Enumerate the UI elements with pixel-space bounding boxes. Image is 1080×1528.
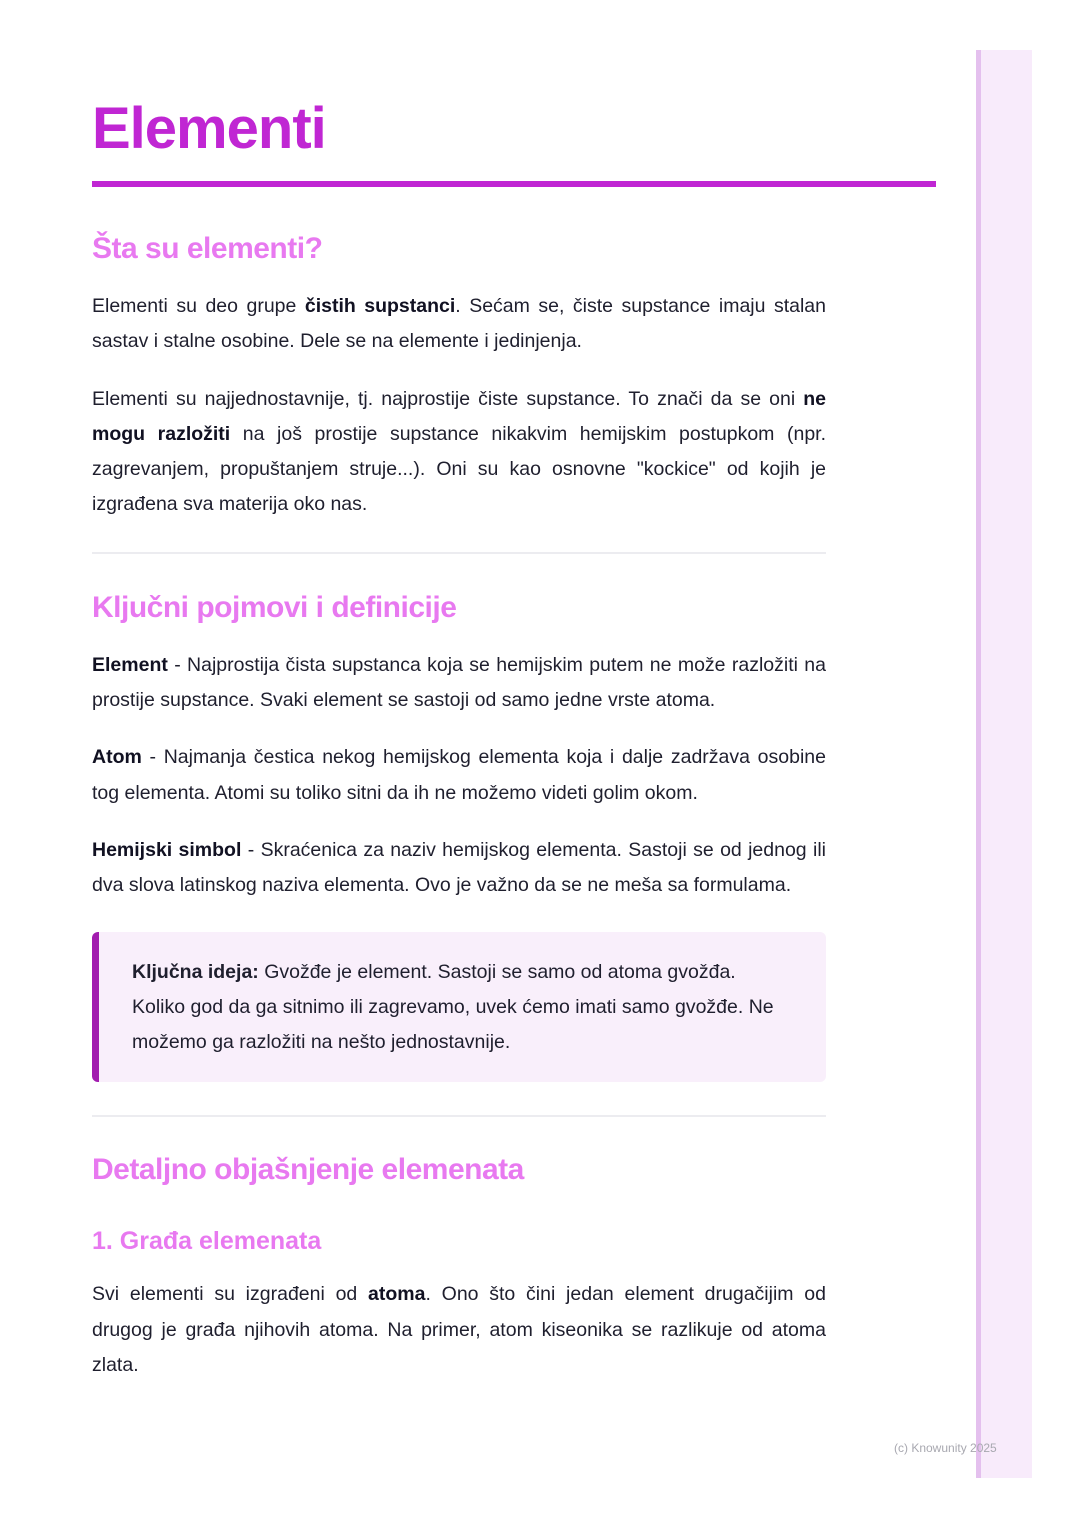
key-idea-callout: [92, 932, 826, 1083]
paragraph-definition: Elementi su najjednostavnije, tj. najprostije čiste supstance. To znači da se oni ne mogu razložiti na još prostije supstance nikakvim hemijskim postupkom (npr. zagrevanjem, propuštanjem struje...). Oni su kao osnovne "kockice" od kojih je izgrađena sva materija oko nas.: [92, 387, 826, 516]
paragraph-structure: Svi elementi su izgrađeni od atoma. Ono što čini jedan element drugačijim od drugog je građa njihovih atoma. Na primer, atom kiseonika se razlikuje od atoma zlata.: [92, 1283, 826, 1377]
bold-term: ne mogu razložiti: [92, 387, 826, 445]
section-heading: Šta su elementi?: [92, 232, 323, 265]
definition-term: Element: [92, 653, 168, 676]
definition-term: Hemijski simbol: [92, 838, 242, 861]
document-content: [92, 226, 826, 1383]
page-title: Elementi: [92, 96, 326, 161]
callout-text: Ključna ideja: Gvožđe je element. Sastoji se samo od atoma gvožđa. Koliko god da ga sitnimo ili zagrevamo, uvek ćemo imati samo gvožđe. Ne možemo ga razložiti na nešto jednostavnije.: [132, 960, 774, 1054]
callout-accent-bar: [92, 932, 99, 1083]
copyright-footer: (c) Knowunity 2025: [894, 1441, 997, 1455]
section-heading: Detaljno objašnjenje elemenata: [92, 1153, 524, 1187]
page-side-strip: [976, 50, 1032, 1478]
definition-element: Element - Najprostija čista supstanca koja se hemijskim putem ne može razložiti na prostije supstance. Svaki element se sastoji od samo jedne vrste atoma.: [92, 653, 826, 712]
subsection-heading: 1. Građa elemenata: [92, 1227, 322, 1256]
title-underline: [92, 181, 936, 187]
section-what-are-elements: [92, 226, 826, 523]
section-heading: Ključni pojmovi i definicije: [92, 590, 457, 624]
bold-term: čistih supstanci: [304, 295, 456, 317]
definition-term: Atom: [92, 746, 142, 769]
section-key-concepts: [92, 585, 826, 1083]
definition-chemical-symbol: Hemijski simbol - Skraćenica za naziv hemijskog elementa. Sastoji se od jednog ili dva slova latinskog naziva elementa. Ovo je važno da se ne meša sa formulama.: [92, 838, 826, 897]
bold-term: atoma: [368, 1283, 426, 1306]
paragraph-intro: Elementi su deo grupe čistih supstanci. Sećam se, čiste supstance imaju stalan sastav i stalne osobine. Dele se na elemente i jedinjenja.: [92, 295, 826, 353]
page-side-strip-edge: [976, 50, 981, 1478]
callout-label: Ključna ideja:: [132, 960, 259, 983]
definition-atom: Atom - Najmanja čestica nekog hemijskog elementa koja i dalje zadržava osobine tog elementa. Atomi su toliko sitni da ih ne možemo videti golim okom.: [92, 746, 826, 804]
section-detailed-explanation: [92, 1147, 826, 1383]
